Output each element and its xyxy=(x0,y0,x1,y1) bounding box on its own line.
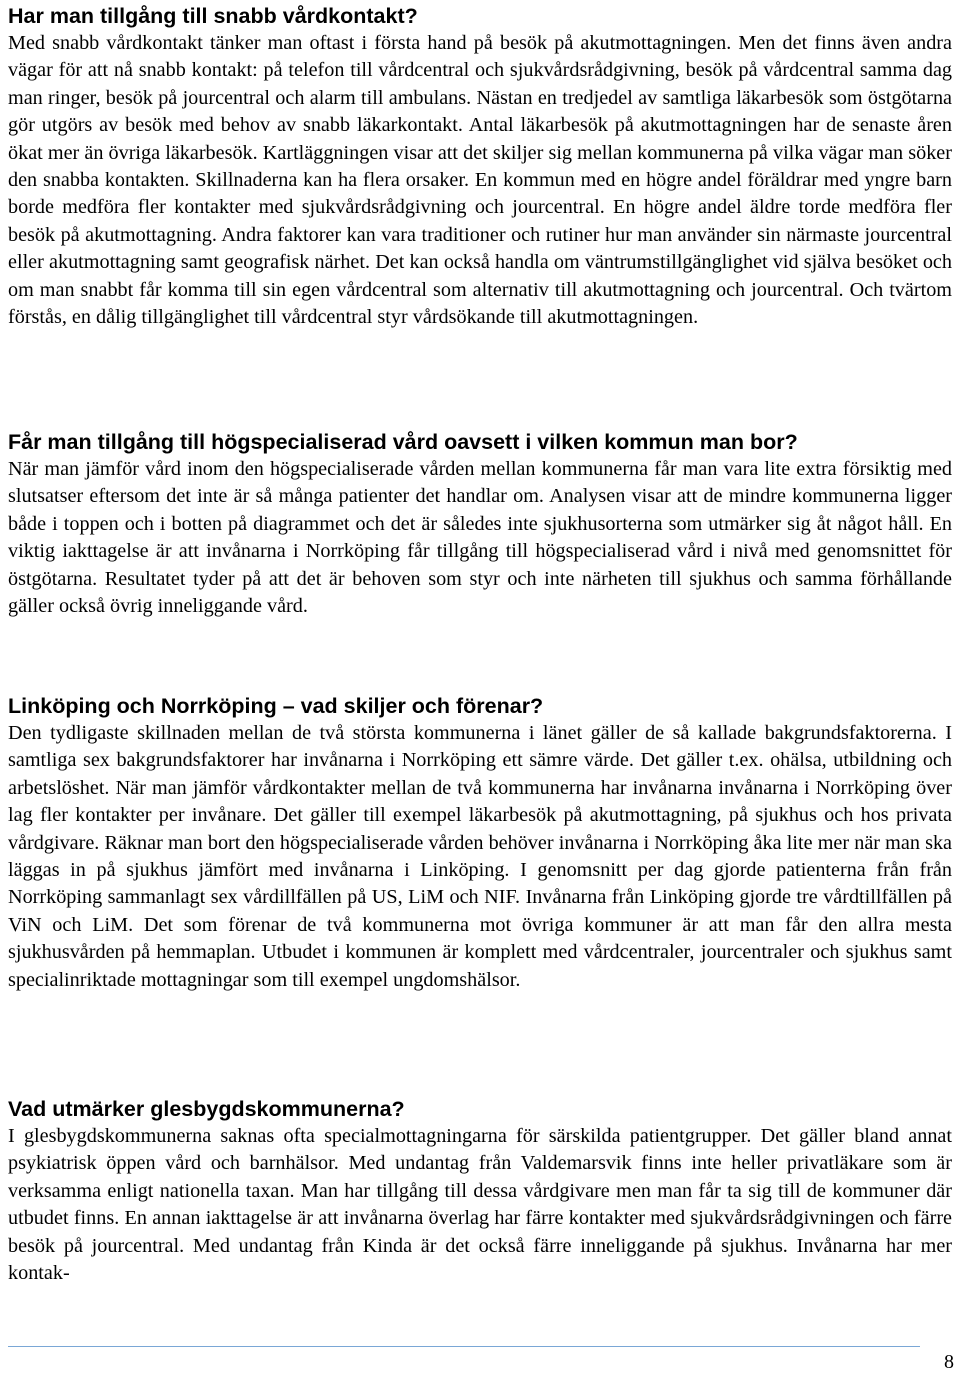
section-heading: Får man tillgång till högspecialiserad vård oavsett i vilken kommun man bor? xyxy=(8,430,798,454)
section-glesbygdskommunerna xyxy=(8,1095,952,1287)
section-heading: Linköping och Norrköping – vad skiljer och förenar? xyxy=(8,694,544,718)
page-number: 8 xyxy=(944,1351,954,1373)
section-heading: Vad utmärker glesbygdskommunerna? xyxy=(8,1097,405,1121)
section-heading: Har man tillgång till snabb vårdkontakt? xyxy=(8,4,418,28)
footer-divider xyxy=(8,1346,920,1347)
section-snabb-vardkontakt xyxy=(8,2,952,331)
section-paragraph: Med snabb vårdkontakt tänker man oftast i första hand på besök på akutmottagningen. Men det finns även andra vägar för att nå snabb kontakt: på telefon till vårdcentral och sjukvårdsrådgivning, besök på vårdcentral samma dag man ringer, besök på jourcentral och alarm till ambulans. Nästan en tredjedel av samtliga läkarbesök som östgötarna gör utgörs av besök med behov av snabb läkarkontakt. Antal läkarbesök på akutmottagningen har de senaste åren ökat mer än övriga läkarbesök. Kartläggningen visar att det skiljer sig mellan kommunerna på vilka vägar man söker den snabba kontakten. Skillnaderna kan ha flera orsaker. En kommun med en högre andel föräldrar med yngre barn borde medföra fler kontakter med sjukvårdsrådgivning och jourcentral. En högre andel äldre torde medföra fler besök på akutmottagning. Andra faktorer kan vara traditioner och rutiner hur man använder sin närmaste jourcentral eller akutmottagning samt geografisk närhet. Det kan också handla om väntrumstillgänglighet vid själva besöket och om man snabbt får komma till sin egen vårdcentral som alternativ till akutmottagning och jourcentral. Och tvärtom förstås, en dålig tillgänglighet till vårdcentral styr vårdsökande till akutmottagningen. xyxy=(8,32,952,329)
section-linkoping-norrkoping xyxy=(8,692,952,994)
section-paragraph: I glesbygdskommunerna saknas ofta specialmottagningarna för särskilda patientgrupper. Det gäller bland annat psykiatrisk öppen vård och barnhälsor. Med undantag från Valdemarsvik finns inte heller privatläkare som är verksamma enligt nationella taxan. Man har tillgång till dessa vårdgivare men man får ta sig till de kommuner där utbudet finns. En annan iakttagelse är att invånarna överlag har färre kontakter med sjukvårdsrådgivningen och färre besök på jourcentral. Med undantag från Kinda är det också färre inneliggande på sjukhus. Invånarna har mer kontak- xyxy=(8,1125,952,1285)
section-hogspecialiserad-vard xyxy=(8,428,952,620)
section-paragraph: När man jämför vård inom den högspecialiserade vården mellan kommunerna får man vara lite extra försiktig med slutsatser eftersom det inte är så många patienter det handlar om. Analysen visar att de mindre kommunerna ligger både i toppen och i botten på diagrammet och det är således inte sjukhusorterna som utmärker sig åt något håll. En viktig iakttagelse är att invånarna i Norrköping får tillgång till högspecialiserad vård i nivå med genomsnittet för östgötarna. Resultatet tyder på att det är behoven som styr och inte närheten till sjukhus och samma förhållande gäller också övrig inneliggande vård. xyxy=(8,458,952,618)
section-paragraph: Den tydligaste skillnaden mellan de två största kommunerna i länet gäller de så kallade bakgrundsfaktorerna. I samtliga sex bakgrundsfaktorer har invånarna i Norrköping ett sämre värde. Det gäller t.ex. ohälsa, utbildning och arbetslöshet. När man jämför vårdkontakter mellan de två kommunerna har invånarna invånarna i Norrköping över lag fler kontakter per invånare. Det gäller till exempel läkarbesök på akutmottagning, på sjukhus och hos privata vårdgivare. Räknar man bort den högspecialiserade vården behöver invånarna i Norrköping åka lite mer när man ska läggas in på sjukhus jämfört med invånarna i Linköping. I genomsnitt per dag gjorde patienterna från från Norrköping sammanlagt sex vårdillfällen på US, LiM och NIF. Invånarna från Linköping gjorde tre vårdtillfällen på ViN och LiM. Det som förenar de två kommunerna mot övriga kommuner är att man får den allra mesta sjukhusvården på hemmaplan. Utbudet i kommunen är komplett med vårdcentraler, jourcentraler och sjukhus samt specialinriktade mottagningar som till exempel ungdomshälsor. xyxy=(8,722,952,991)
